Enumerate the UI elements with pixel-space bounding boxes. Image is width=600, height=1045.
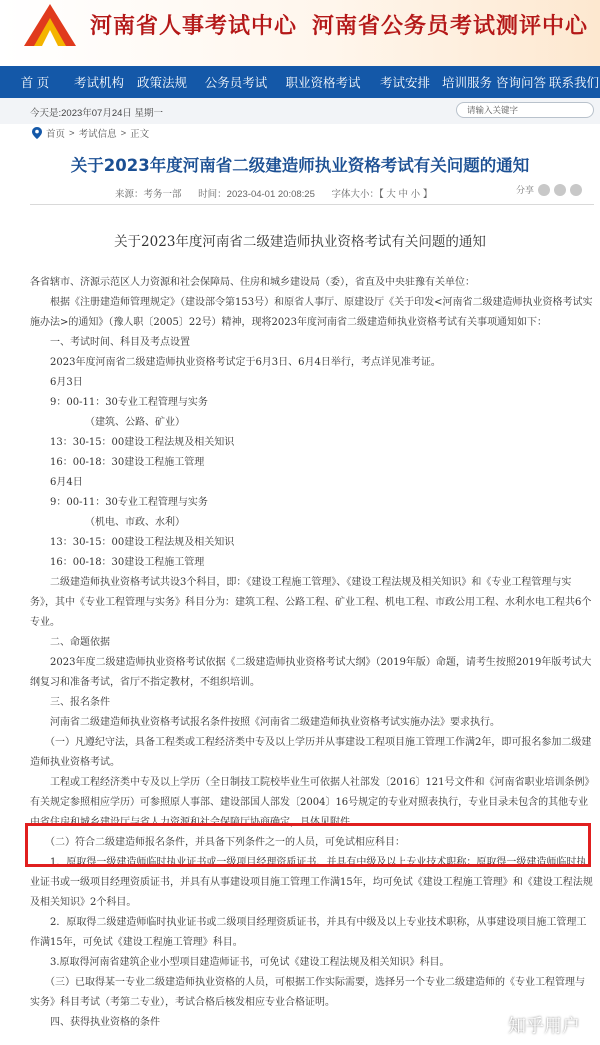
article-body-title: 关于2023年度河南省二级建造师执业资格考试有关问题的通知 [114,234,486,250]
site-logo-icon[interactable] [20,0,80,48]
nav-schedule[interactable]: 考试安排 [379,76,430,90]
search-input[interactable]: 请输入关键字 [456,102,594,118]
article-paragraph: 13：30-15：00建设工程法规及相关知识 [30,437,235,448]
nav-institutions[interactable]: 考试机构 [73,76,124,90]
site-header [0,0,600,66]
site-title-primary: 河南省人事考试中心 [90,13,298,38]
current-date: 今天是:2023年07月24日 星期一 [30,108,164,119]
article-paragraph: 2023年度河南省二级建造师执业资格考试定于6月3日、6月4日举行，考点详见准考证。 [30,357,441,368]
main-nav [0,66,600,98]
article-paragraph: 2023年度二级建造师执业资格考试依据《二级建造师执业资格考试大纲》（2019年版）命题，请考生按照2019年版考试大纲复习和准备考试，省厅不指定教材，不组织培训。 [30,657,592,688]
nav-training[interactable]: 培训服务 [441,76,492,90]
article-paragraph: 16：00-18：30建设工程施工管理 [30,557,205,568]
article-paragraph: 3.原取得河南省建筑企业小型项目建造师证书，可免试《建设工程法规及相关知识》科目。 [30,957,450,968]
nav-contact[interactable]: 联系我们 [548,76,599,90]
watermark: 知乎用户 [508,1016,580,1036]
article-paragraph: 三、报名条件 [30,697,110,708]
article-paragraph: 13：30-15：00建设工程法规及相关知识 [30,537,235,548]
breadcrumb-exam-info[interactable]: 考试信息 [78,129,117,140]
breadcrumb-separator: > [120,127,127,139]
breadcrumb-separator: > [69,127,75,139]
article-paragraph: 二级建造师执业资格考试共设3个科目，即：《建设工程施工管理》、《建设工程法规及相关知识》和《专业工程管理与实务》，其中《专业工程管理与实务》科目分为：建筑工程、公路工程、矿业工程、机电工程、市政公用工程、水利水电工程共6个专业。 [30,577,592,628]
article-source: 来源：考务一部 [115,189,182,200]
article-paragraph: 各省辖市、济源示范区人力资源和社会保障局、住房和城乡建设局（委），省直及中央驻豫有关单位： [30,277,475,288]
site-title-secondary: 河南省公务员考试测评中心 [312,13,589,38]
article-paragraph: 一、考试时间、科目及考点设置 [30,337,190,348]
font-size-selector[interactable]: 字体大小：【 大 中 小 】 [331,189,433,200]
article-title: 关于2023年度河南省二级建造师执业资格考试有关问题的通知 [70,156,530,175]
nav-home[interactable]: 首 页 [20,76,50,90]
share-bar [516,183,582,196]
article-paragraph: （二）符合二级建造师报名条件，并具备下列条件之一的人员，可免试相应科目： [30,837,405,848]
article-paragraph: 二、命题依据 [30,637,110,648]
nav-qa[interactable]: 咨询问答 [495,76,546,90]
divider [30,204,594,205]
article-paragraph: 四、获得执业资格的条件 [30,1017,160,1028]
article-paragraph: 2．原取得二级建造师临时执业证书或二级项目经理资质证书，并具有中级及以上专业技术职称，从事建设项目施工管理工作满15年，可免试《建设工程施工管理》科目。 [30,917,587,948]
highlight-box [25,823,591,867]
breadcrumb-home[interactable]: 首页 [46,129,66,140]
nav-policies[interactable]: 政策法规 [136,76,187,90]
article-paragraph: 河南省二级建造师执业资格考试报名条件按照《河南省二级建造师执业资格考试实施办法》要求执行。 [30,717,500,728]
article-paragraph: （建筑、公路、矿业） [30,417,185,428]
share-label: 分享 [515,185,534,195]
article-paragraph: 6月3日 [30,377,83,388]
article-paragraph: 9：00-11：30专业工程管理与实务 [30,497,208,508]
article-paragraph: 工程或工程经济类中专及以上学历（全日制技工院校毕业生可依据人社部发〔2016〕121号文件和《河南省职业培训条例》有关规定参照相应学历）可参照原人事部、建设部国人部发〔2004〕16号规定的专业对照表执行，专业目录未包含的其他专业由省住房和城乡建设厅与省人力资源和社会保障厅协商确定，具体见附件。 [30,777,590,828]
article-paragraph: 16：00-18：30建设工程施工管理 [30,457,205,468]
article-content [30,273,594,1033]
wechat-share-icon[interactable] [554,184,566,196]
article-time: 时间：2023-04-01 20:08:25 [198,189,315,200]
location-pin-icon [32,127,42,139]
article-paragraph: 根据《注册建造师管理规定》（建设部令第153号）和原省人事厅、原建设厅《关于印发<河南省二级建造师执业资格考试实施办法>的通知》（豫人职〔2005〕22号）精神，现将2023年度河南省二级建造师执业资格考试有关事项通知如下： [30,297,593,328]
article-paragraph: 9：00-11：30专业工程管理与实务 [30,397,208,408]
article-meta [115,186,446,200]
qzone-share-icon[interactable] [570,184,582,196]
breadcrumb [32,126,149,140]
article-paragraph: （一）凡遵纪守法，具备工程类或工程经济类中专及以上学历并从事建设工程项目施工管理工作满2年，即可报名参加二级建造师执业资格考试。 [30,737,592,768]
info-bar [0,98,600,124]
article-paragraph: 1．原取得一级建造师临时执业证书或一级项目经理资质证书，并具有中级及以上专业技术职称；原取得一级建造师临时执业证书或一级项目经理资质证书，并具有从事建设项目施工管理工作满15年，均可免试《建设工程施工管理》和《建设工程法规及相关知识》2个科目。 [30,857,593,908]
article-paragraph: （三）已取得某一专业二级建造师执业资格的人员，可根据工作实际需要，选择另一个专业二级建造师的《专业工程管理与实务》科目考试（考第二专业），考试合格后核发相应专业合格证明。 [30,977,585,1008]
nav-qualification[interactable]: 职业资格考试 [285,76,361,90]
article-paragraph: （机电、市政、水利） [30,517,185,528]
breadcrumb-current: 正文 [130,129,150,140]
article-paragraph: 6月4日 [30,477,83,488]
weibo-share-icon[interactable] [538,184,550,196]
nav-civil-service[interactable]: 公务员考试 [204,76,268,90]
